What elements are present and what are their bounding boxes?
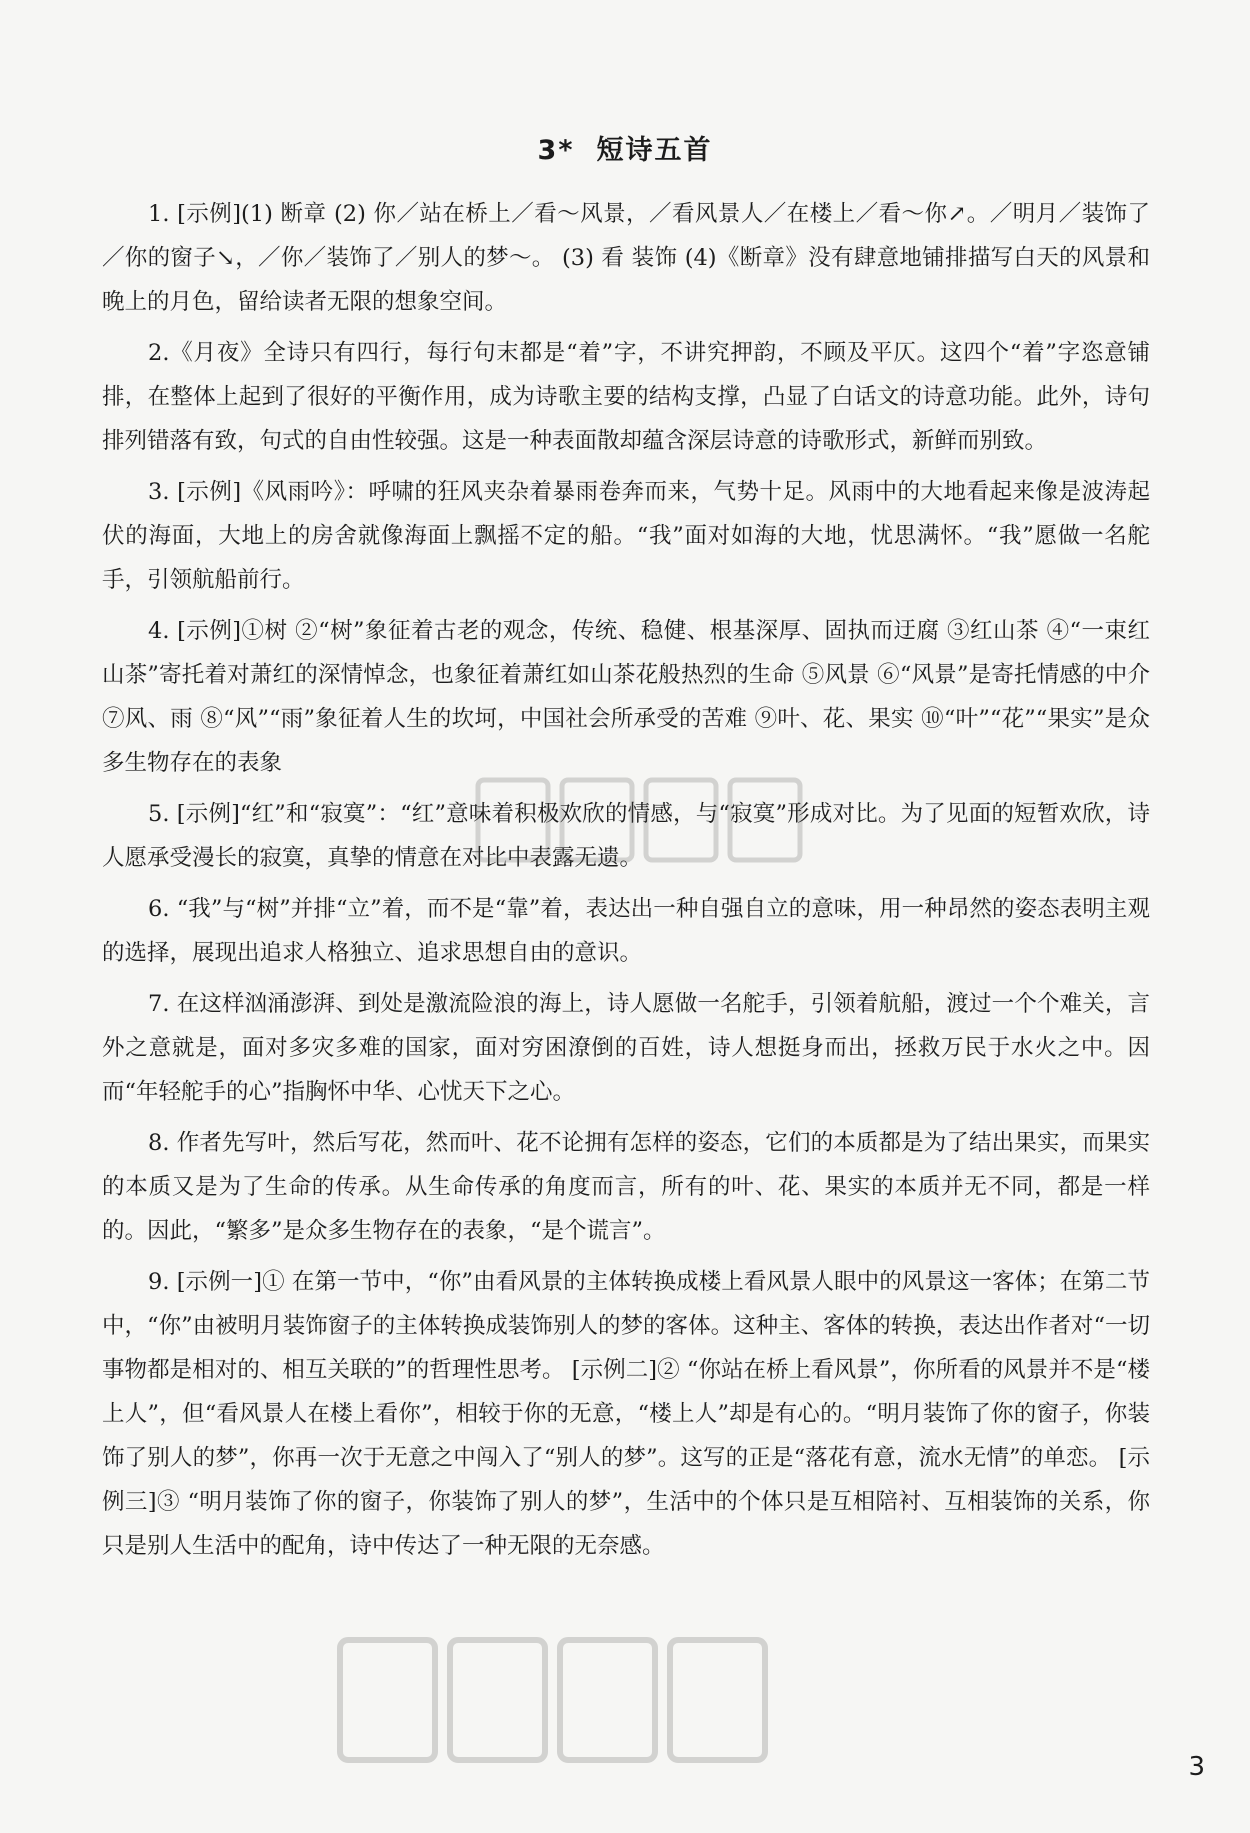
answer-paragraph-2: 2.《月夜》全诗只有四行，每行句末都是“着”字，不讲究押韵，不顾及平仄。这四个“着”字恣意铺排，在整体上起到了很好的平衡作用，成为诗歌主要的结构支撑，凸显了白话文的诗意功能。此外，诗句排列错落有致，句式的自由性较强。这是一种表面散却蕴含深层诗意的诗歌形式，新鲜而别致。 — [102, 340, 1150, 454]
page-number: 3 — [1188, 1752, 1205, 1782]
answer-paragraph-3: 3. [示例]《风雨吟》：呼啸的狂风夹杂着暴雨卷奔而来，气势十足。风雨中的大地看起来像是波涛起伏的海面，大地上的房舍就像海面上飘摇不定的船。“我”面对如海的大地，忧思满怀。“我”愿做一名舵手，引领航船前行。 — [102, 479, 1150, 593]
lesson-number: 3* — [537, 135, 575, 166]
answer-paragraph-8: 8. 作者先写叶，然后写花，然而叶、花不论拥有怎样的姿态，它们的本质都是为了结出果实，而果实的本质又是为了生命的传承。从生命传承的角度而言，所有的叶、花、果实的本质并无不同，都是一样的。因此，“繁多”是众多生物存在的表象，“是个谎言”。 — [102, 1130, 1150, 1244]
answer-content — [102, 192, 1150, 1575]
answer-paragraph-6: 6. “我”与“树”并排“立”着，而不是“靠”着，表达出一种自强自立的意味，用一种昂然的姿态表明主观的选择，展现出追求人格独立、追求思想自由的意识。 — [102, 896, 1150, 966]
watermark-logo-large — [330, 1625, 770, 1775]
answer-paragraph-4: 4. [示例]①树 ②“树”象征着古老的观念，传统、稳健、根基深厚、固执而迂腐 ③红山茶 ④“一束红山茶”寄托着对萧红的深情悼念，也象征着萧红如山茶花般热烈的生命 ⑤风景 ⑥“风景”是寄托情感的中介 ⑦风、雨 ⑧“风”“雨”象征着人生的坎坷，中国社会所承受的苦难 ⑨叶、花、果实 ⑩“叶”“花”“果实”是众多生物存在的表象 — [102, 618, 1150, 776]
answer-paragraph-1: 1. [示例](1) 断章 (2) 你／站在桥上／看～风景，／看风景人／在楼上／看～你↗。／明月／装饰了／你的窗子↘，／你／装饰了／别人的梦～。 (3) 看 装饰 (4)《断章》没有肆意地铺排描写白天的风景和晚上的月色，留给读者无限的想象空间。 — [102, 201, 1150, 315]
lesson-title: 短诗五首 — [596, 135, 713, 166]
answer-paragraph-9: 9. [示例一]① 在第一节中，“你”由看风景的主体转换成楼上看风景人眼中的风景这一客体；在第二节中，“你”由被明月装饰窗子的主体转换成装饰别人的梦的客体。这种主、客体的转换，表达出作者对“一切事物都是相对的、相互关联的”的哲理性思考。 [示例二]② “你站在桥上看风景”，你所看的风景并不是“楼上人”，但“看风景人在楼上看你”，相较于你的无意，“楼上人”却是有心的。“明月装饰了你的窗子，你装饰了别人的梦”，你再一次于无意之中闯入了“别人的梦”。这写的正是“落花有意，流水无情”的单恋。 [示例三]③ “明月装饰了你的窗子，你装饰了别人的梦”，生活中的个体只是互相陪衬、互相装饰的关系，你只是别人生活中的配角，诗中传达了一种无限的无奈感。 — [102, 1269, 1150, 1559]
answer-paragraph-5: 5. [示例]“红”和“寂寞”：“红”意味着积极欢欣的情感，与“寂寞”形成对比。为了见面的短暂欢欣，诗人愿承受漫长的寂寞，真挚的情意在对比中表露无遗。 — [102, 801, 1150, 871]
answer-paragraph-7: 7. 在这样汹涌澎湃、到处是激流险浪的海上，诗人愿做一名舵手，引领着航船，渡过一个个难关，言外之意就是，面对多灾多难的国家，面对穷困潦倒的百姓，诗人想挺身而出，拯救万民于水火之中。因而“年轻舵手的心”指胸怀中华、心忧天下之心。 — [102, 991, 1150, 1105]
watermark-graphic-large — [330, 1625, 770, 1775]
page-title — [0, 128, 1250, 167]
